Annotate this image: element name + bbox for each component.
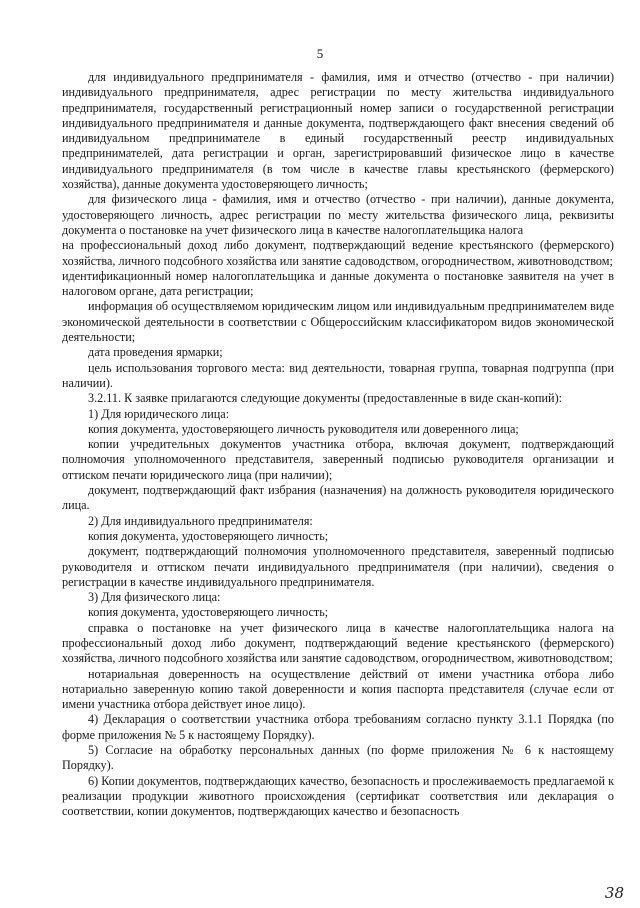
paragraph: нотариальная доверенность на осуществление действий от имени участника отбора либо нотариально заверенную копию такой доверенности и копия паспорта представителя (случае если от имени участника отбора действует иное лицо). — [62, 666, 614, 712]
paragraph: 5) Согласие на обработку персональных данных (по форме приложения № 6 к настоящему Порядку). — [62, 743, 614, 773]
paragraph: копия документа, удостоверяющего личность; — [88, 605, 329, 620]
paragraph: документ, подтверждающий факт избрания (назначения) на должность руководителя юридического лица. — [62, 483, 614, 513]
paragraph: 4) Декларация о соответствии участника отбора требованиям согласно пункту 3.1.1 Порядка (по форме приложения № 5 к настоящему Порядку). — [62, 712, 614, 742]
paragraph: на профессиональный доход либо документ, подтверждающий ведение крестьянского (фермерского) хозяйства, личного подсобного хозяйства или занятие садоводством, огородничеством, животноводством; — [62, 238, 614, 268]
paragraph: 6) Копии документов, подтверждающих качество, безопасность и прослеживаемость предлагаемой к реализации продукции животного происхождения (сертификат соответствия или декларация о соответствии, копии документов, подтверждающих качество и безопасность — [62, 773, 614, 819]
paragraph: цель использования торгового места: вид деятельности, товарная группа, товарная подгруппа (при наличии). — [62, 360, 614, 390]
paragraph: копия документа, удостоверяющего личность руководителя или доверенного лица; — [88, 421, 519, 436]
paragraph: копии учредительных документов участника отбора, включая документ, подтверждающий полномочия уполномоченного представителя, заверенный подписью руководителя организации и оттиском печати юридического лица (при наличии); — [62, 437, 614, 482]
paragraph: документ, подтверждающий полномочия уполномоченного представителя, заверенный подписью руководителя и оттиском печати индивидуального предпринимателя (при наличии), сведения о регистрации в качестве индивидуального предпринимателя. — [62, 544, 614, 589]
paragraph: информация об осуществляемом юридическим лицом или индивидуальным предпринимателем виде экономической деятельности в соответствии с Общероссийским классификатором видов экономической деятельности; — [62, 299, 614, 345]
paragraph: 2) Для индивидуального предпринимателя: — [88, 513, 313, 528]
paragraph: дата проведения ярмарки; — [88, 345, 223, 360]
document-body — [62, 70, 614, 820]
page-number: 5 — [316, 46, 324, 61]
paragraph: для физического лица - фамилия, имя и отчество (отчество - при наличии), данные документа, удостоверяющего личность, адрес регистрации по месту жительства физического лица, реквизиты документа о постановке на учет физического лица в качестве налогоплательщика налога — [62, 192, 614, 237]
paragraph: для индивидуального предпринимателя - фамилия, имя и отчество (отчество - при наличии) индивидуального предпринимателя, адрес регистрации по месту жительства индивидуального предпринимателя, государственный регистрационный номер записи о государственной регистрации индивидуального предпринимателя и данные документа, подтверждающего факт внесения сведений об индивидуальном предпринимателе в единый государственный реестр индивидуальных предпринимателей, дата регистрации и орган, зарегистрировавший физическое лицо в качестве индивидуального предпринимателя (в том числе в качестве главы крестьянского (фермерского) хозяйства), данные документа удостоверяющего личность; — [62, 70, 614, 192]
handwritten-page-mark: 38 — [604, 884, 624, 902]
paragraph: 1) Для юридического лица: — [88, 406, 230, 421]
paragraph: справка о постановке на учет физического лица в качестве налогоплательщика налога на профессиональный доход либо документ, подтверждающий ведение крестьянского (фермерского) хозяйства, личного подсобного хозяйства или занятие садоводством, огородничеством, животноводством; — [62, 620, 614, 666]
paragraph: 3.2.11. К заявке прилагаются следующие документы (предоставленные в виде скан-копий): — [88, 391, 563, 406]
paragraph: копия документа, удостоверяющего личность; — [88, 528, 329, 543]
paragraph: идентификационный номер налогоплательщика и данные документа о постановке заявителя на учет в налоговом органе, дата регистрации; — [62, 268, 614, 299]
paragraph: 3) Для физического лица: — [88, 590, 221, 605]
